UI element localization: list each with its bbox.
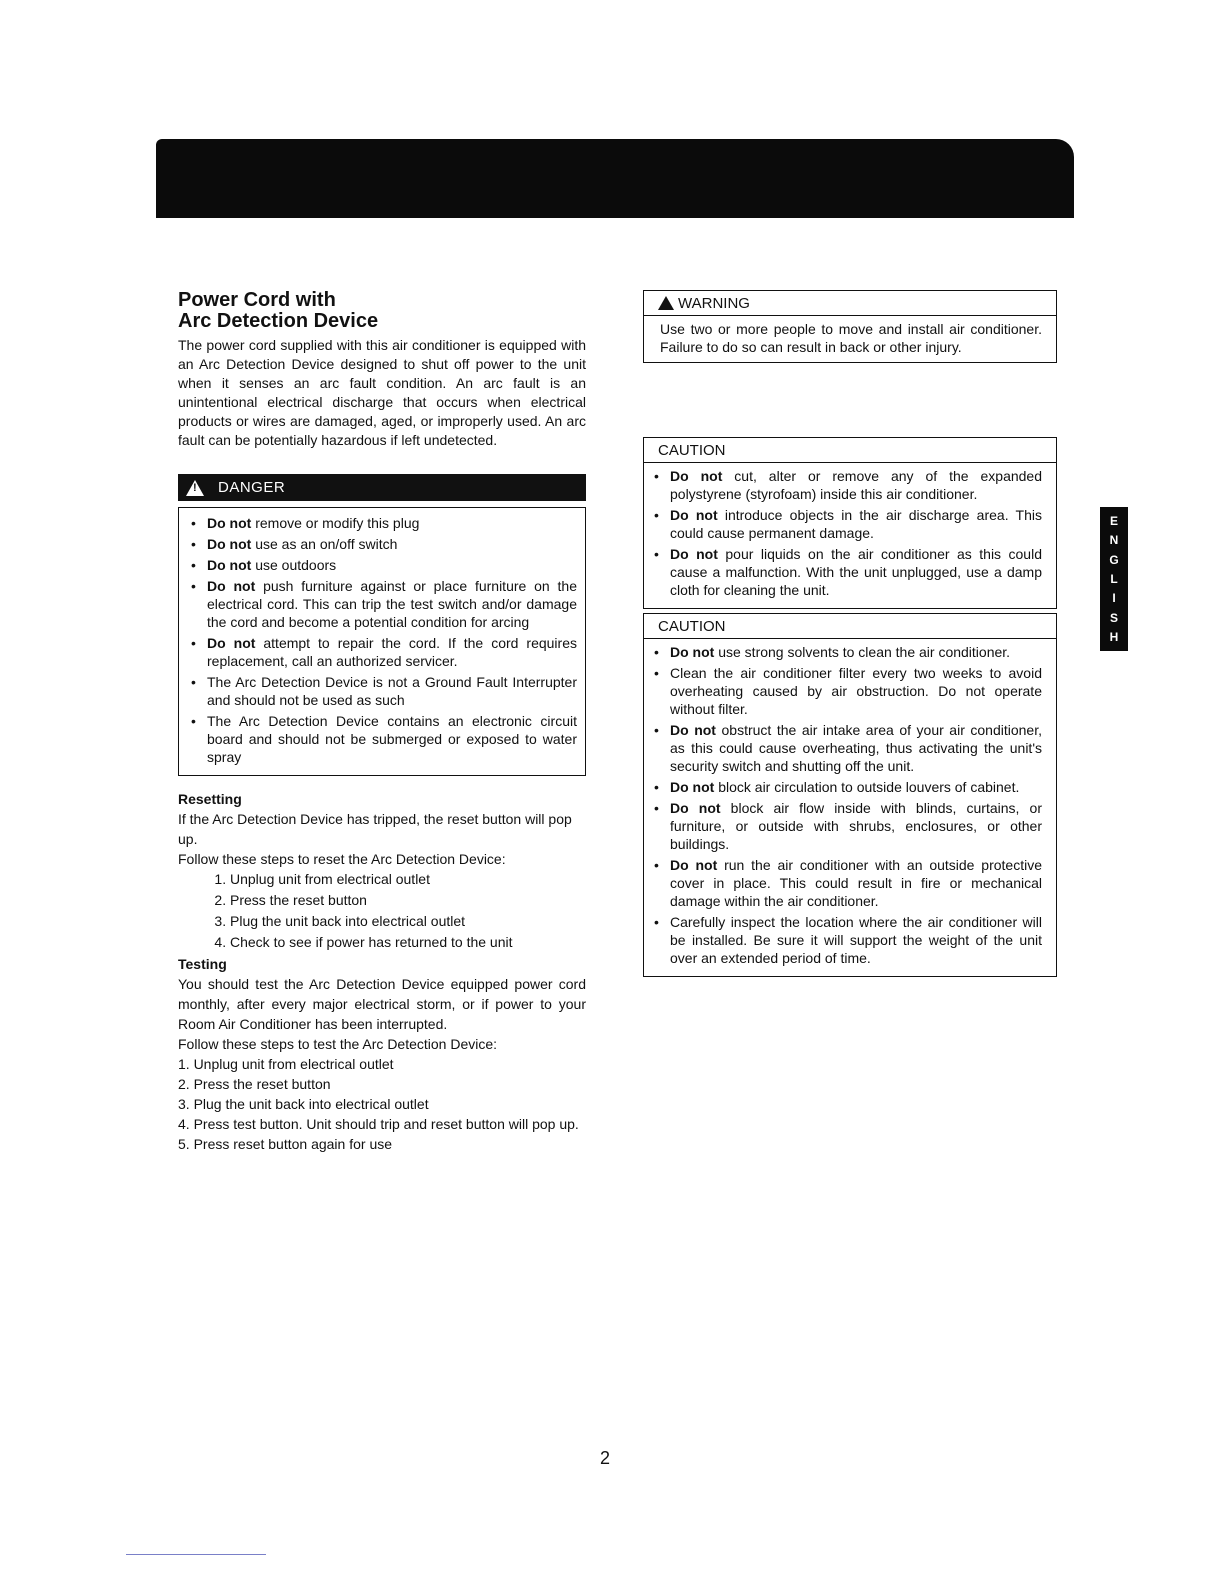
item-text: use strong solvents to clean the air conditioner.: [714, 644, 1011, 660]
warning-header: [644, 291, 1056, 316]
list-item: [652, 913, 1042, 967]
warning-icon: [658, 296, 674, 310]
list-item: [189, 535, 577, 553]
danger-header: [178, 474, 586, 501]
step-item: 2. Press the reset button: [178, 1076, 331, 1092]
emphasis: Do not: [207, 557, 252, 573]
list-item: [652, 721, 1042, 775]
warning-box: [643, 290, 1057, 363]
list-item: [189, 514, 577, 532]
step-item: 5. Press reset button again for use: [178, 1136, 393, 1152]
side-tab-letter: E: [1109, 513, 1118, 528]
emphasis: Do not: [670, 857, 718, 873]
warning-text: Use two or more people to move and install air conditioner. Failure to do so can result in back or other injury.: [660, 321, 1042, 355]
title-line-1: Power Cord with: [178, 289, 336, 311]
resetting-follow: Follow these steps to reset the Arc Detection Device:: [178, 851, 506, 867]
step-item: 4. Check to see if power has returned to the unit: [230, 932, 586, 953]
list-item: [652, 799, 1042, 853]
page-number: 2: [600, 1448, 611, 1468]
side-tab-letter: G: [1109, 552, 1119, 567]
resetting-steps: [178, 869, 586, 953]
list-item: [652, 643, 1042, 661]
list-item: [652, 778, 1042, 796]
right-column: [643, 290, 1057, 977]
emphasis: Do not: [670, 644, 715, 660]
danger-label: DANGER: [218, 479, 286, 496]
side-tab-letter: I: [1112, 591, 1116, 606]
step-item: 4. Press test button. Unit should trip and reset button will pop up.: [178, 1116, 579, 1132]
step-item: 3. Plug the unit back into electrical outlet: [230, 911, 586, 932]
side-tab-letter: H: [1109, 630, 1119, 645]
list-item: [652, 664, 1042, 718]
caution-1-label: CAUTION: [658, 441, 726, 459]
item-text: block air circulation to outside louvers of cabinet.: [714, 779, 1020, 795]
emphasis: Do not: [207, 536, 252, 552]
header-bar: [156, 139, 1074, 218]
item-text: run the air conditioner with an outside protective cover in place. This could result in fire or mechanical damage within the air conditioner.: [670, 857, 1042, 909]
testing-follow: Follow these steps to test the Arc Detection Device:: [178, 1036, 498, 1052]
item-text: remove or modify this plug: [251, 515, 420, 531]
caution-2-list: [652, 643, 1042, 967]
list-item: [652, 545, 1042, 599]
item-text: The Arc Detection Device contains an electronic circuit board and should not be submerged or exposed to water spray: [207, 713, 577, 765]
emphasis: Do not: [670, 722, 716, 738]
warning-label: WARNING: [678, 294, 750, 312]
step-item: 1. Unplug unit from electrical outlet: [178, 1056, 394, 1072]
step-item: 2. Press the reset button: [230, 890, 586, 911]
resetting-text: If the Arc Detection Device has tripped, the reset button will pop up.: [178, 811, 572, 847]
danger-box: [178, 507, 586, 776]
step-item: 3. Plug the unit back into electrical outlet: [178, 1096, 429, 1112]
item-text: Clean the air conditioner filter every two weeks to avoid overheating caused by air obstruction. Do not operate without filter.: [670, 665, 1042, 717]
emphasis: Do not: [670, 800, 721, 816]
item-text: block air flow inside with blinds, curtains, or furniture, or outside with shrubs, enclosures, or other buildings.: [670, 800, 1042, 852]
list-item: [652, 856, 1042, 910]
item-text: The Arc Detection Device is not a Ground Fault Interrupter and should not be used as such: [207, 674, 577, 708]
caution-2-label: CAUTION: [658, 617, 726, 635]
title-line-2: Arc Detection Device: [178, 310, 379, 332]
list-item: [189, 712, 577, 766]
emphasis: Do not: [670, 546, 718, 562]
emphasis: Do not: [207, 578, 256, 594]
side-tab-letter: N: [1109, 533, 1119, 548]
testing-steps: [178, 1054, 586, 1154]
caution-box-2: [643, 613, 1057, 977]
list-item: [189, 556, 577, 574]
footer-rule: [126, 1554, 266, 1555]
list-item: [652, 467, 1042, 503]
item-text: push furniture against or place furniture on the electrical cord. This can trip the test switch and/or damage the cord and become a potential condition for arcing: [207, 578, 577, 630]
list-item: [652, 506, 1042, 542]
caution-box-1: [643, 437, 1057, 609]
section-title: [178, 290, 586, 332]
testing-text: You should test the Arc Detection Device equipped power cord monthly, after every major electrical storm, or if power to your Room Air Conditioner has been interrupted.: [178, 976, 586, 1032]
emphasis: Do not: [207, 635, 256, 651]
list-item: [189, 634, 577, 670]
step-item: 1. Unplug unit from electrical outlet: [230, 869, 586, 890]
left-column: [178, 290, 586, 1154]
side-tab-letter: L: [1110, 571, 1118, 586]
item-text: attempt to repair the cord. If the cord requires replacement, call an authorized servicer.: [207, 635, 577, 669]
item-text: Carefully inspect the location where the air conditioner will be installed. Be sure it will support the weight of the unit over an extended period of time.: [670, 914, 1042, 966]
item-text: introduce objects in the air discharge area. This could cause permanent damage.: [670, 507, 1042, 541]
danger-list: [189, 514, 577, 766]
item-text: pour liquids on the air conditioner as this could cause a malfunction. With the unit unplugged, use a damp cloth for cleaning the unit.: [670, 546, 1042, 598]
caution-1-list: [652, 467, 1042, 599]
emphasis: Do not: [670, 507, 718, 523]
language-side-tab: [1100, 507, 1128, 651]
intro-paragraph: The power cord supplied with this air conditioner is equipped with an Arc Detection Device designed to shut off power to the unit when it senses an arc fault condition. An arc fault is an unintentional electrical discharge that occurs when electrical products or wires are damaged, aged, or improperly used. An arc fault can be potentially hazardous if left undetected.: [178, 337, 586, 448]
danger-warning-icon: [186, 480, 204, 496]
caution-1-header: [644, 438, 1056, 463]
item-text: use as an on/off switch: [251, 536, 398, 552]
caution-2-header: [644, 614, 1056, 639]
emphasis: Do not: [207, 515, 252, 531]
emphasis: Do not: [670, 779, 715, 795]
list-item: [189, 673, 577, 709]
side-tab-letter: S: [1109, 610, 1118, 625]
item-text: obstruct the air intake area of your air conditioner, as this could cause overheating, thus activating the unit's security switch and shutting off the unit.: [670, 722, 1043, 774]
testing-heading: Testing: [178, 956, 227, 972]
item-text: cut, alter or remove any of the expanded polystyrene (styrofoam) inside this air conditioner.: [670, 468, 1042, 502]
emphasis: Do not: [670, 468, 723, 484]
list-item: [189, 577, 577, 631]
item-text: use outdoors: [251, 557, 337, 573]
resetting-heading: Resetting: [178, 791, 242, 807]
